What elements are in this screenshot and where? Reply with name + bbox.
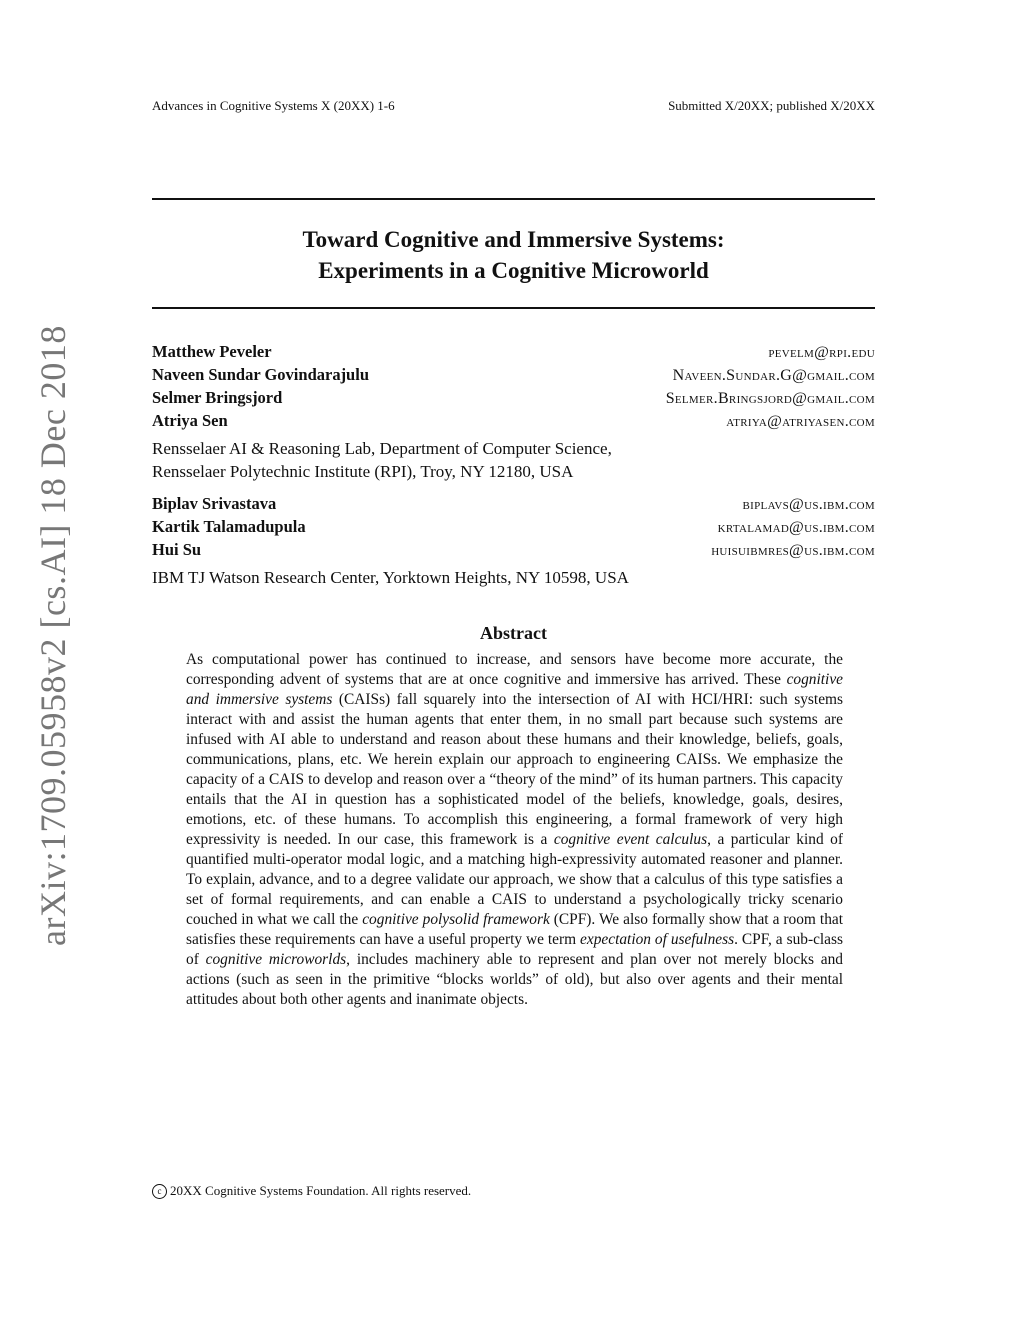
running-header-left: Advances in Cognitive Systems X (20XX) 1-6	[152, 98, 395, 113]
author-row	[152, 388, 875, 411]
copyright-footer	[152, 1183, 471, 1199]
abstract-body	[186, 650, 843, 1010]
author-name: Selmer Bringsjord	[152, 388, 283, 407]
affiliation-rpi-line-2: Rensselaer Polytechnic Institute (RPI), Troy, NY 12180, USA	[152, 462, 574, 481]
author-row	[152, 365, 875, 388]
author-name: Atriya Sen	[152, 411, 228, 430]
title-rule-top	[152, 198, 875, 200]
title-line-1: Toward Cognitive and Immersive Systems:	[302, 227, 725, 252]
author-row	[152, 517, 875, 540]
author-email[interactable]: pevelm@rpi.edu	[768, 344, 875, 361]
author-row	[152, 540, 875, 563]
paper-title	[152, 224, 875, 286]
author-name: Biplav Srivastava	[152, 494, 277, 513]
author-row	[152, 411, 875, 434]
author-name: Matthew Peveler	[152, 342, 272, 361]
abstract-heading: Abstract	[480, 623, 547, 643]
abstract-text: (CAISs) fall squarely into the intersection of AI with HCI/HRI: such systems interact with and assist the human agents that enter them, in no small part because such systems are infused with AI able to understand and reason about these humans and their knowledge, beliefs, goals, communications, plans, etc. We herein explain our approach to engineering CAISs. We emphasize the capacity of a CAIS to develop and reason over a “theory of the mind” of its human partners. This capacity entails that the AI in question has a sophisticated model of the beliefs, knowledge, goals, desires, emotions, etc. of these humans. To accomplish this engineering, a formal framework of very high expressivity is needed. In our case, this framework is a	[186, 691, 843, 848]
author-email[interactable]: biplavs@us.ibm.com	[742, 496, 875, 513]
copyright-text: 20XX Cognitive Systems Foundation. All rights reserved.	[170, 1183, 472, 1198]
author-block-rpi	[152, 342, 875, 483]
abstract-term: cognitive polysolid framework	[362, 911, 550, 928]
title-rule-bottom	[152, 307, 875, 309]
author-email[interactable]: Naveen.Sundar.G@gmail.com	[672, 367, 875, 384]
abstract-text: , a particular kind of quantified multi-operator modal logic, and a matching high-expressivity automated reasoner and planner. To explain, advance, and to a degree validate our approach, we show that a calculus of this type satisfies a set of formal requirements, and can enable a CAIS to understand a psychologically tricky scenario couched in what we call the	[186, 831, 844, 928]
affiliation-ibm: IBM TJ Watson Research Center, Yorktown Heights, NY 10598, USA	[152, 568, 629, 587]
author-name: Hui Su	[152, 540, 202, 559]
title-line-2: Experiments in a Cognitive Microworld	[318, 258, 709, 283]
author-email[interactable]: krtalamad@us.ibm.com	[717, 519, 875, 536]
running-header-right: Submitted X/20XX; published X/20XX	[668, 98, 875, 113]
affiliation-rpi-line-1: Rensselaer AI & Reasoning Lab, Department of Computer Science,	[152, 439, 612, 458]
abstract-term: cognitive and immersive systems	[186, 671, 843, 708]
author-row	[152, 342, 875, 365]
abstract-term: cognitive microworlds	[205, 951, 347, 968]
author-email[interactable]: huisuibmres@us.ibm.com	[711, 542, 875, 559]
author-email[interactable]: Selmer.Bringsjord@gmail.com	[665, 390, 875, 407]
arxiv-identifier-sidebar: arXiv:1709.05958v2 [cs.AI] 18 Dec 2018	[33, 325, 73, 946]
author-name: Kartik Talamadupula	[152, 517, 306, 536]
author-email[interactable]: atriya@atriyasen.com	[726, 413, 875, 430]
abstract-text: , includes machinery able to represent and plan over not merely blocks and actions (such as seen in the primitive “blocks worlds” of old), but also over agents and their mental attitudes about both other agents and inanimate objects.	[186, 951, 843, 1008]
author-row	[152, 494, 875, 517]
copyright-icon: c	[152, 1184, 167, 1199]
abstract-term: expectation of usefulness	[580, 931, 735, 948]
abstract-text: . CPF, a sub-class of	[186, 931, 843, 968]
abstract-term: cognitive event calculus	[553, 831, 708, 848]
abstract-text: As computational power has continued to increase, and sensors have become more accurate, the corresponding advent of systems that are at once cognitive and immersive has arrived. These	[186, 651, 843, 688]
author-block-ibm	[152, 494, 875, 589]
abstract-text: (CPF). We also formally show that a room that satisfies these requirements can have a useful property we term	[186, 911, 843, 948]
author-name: Naveen Sundar Govindarajulu	[152, 365, 369, 384]
